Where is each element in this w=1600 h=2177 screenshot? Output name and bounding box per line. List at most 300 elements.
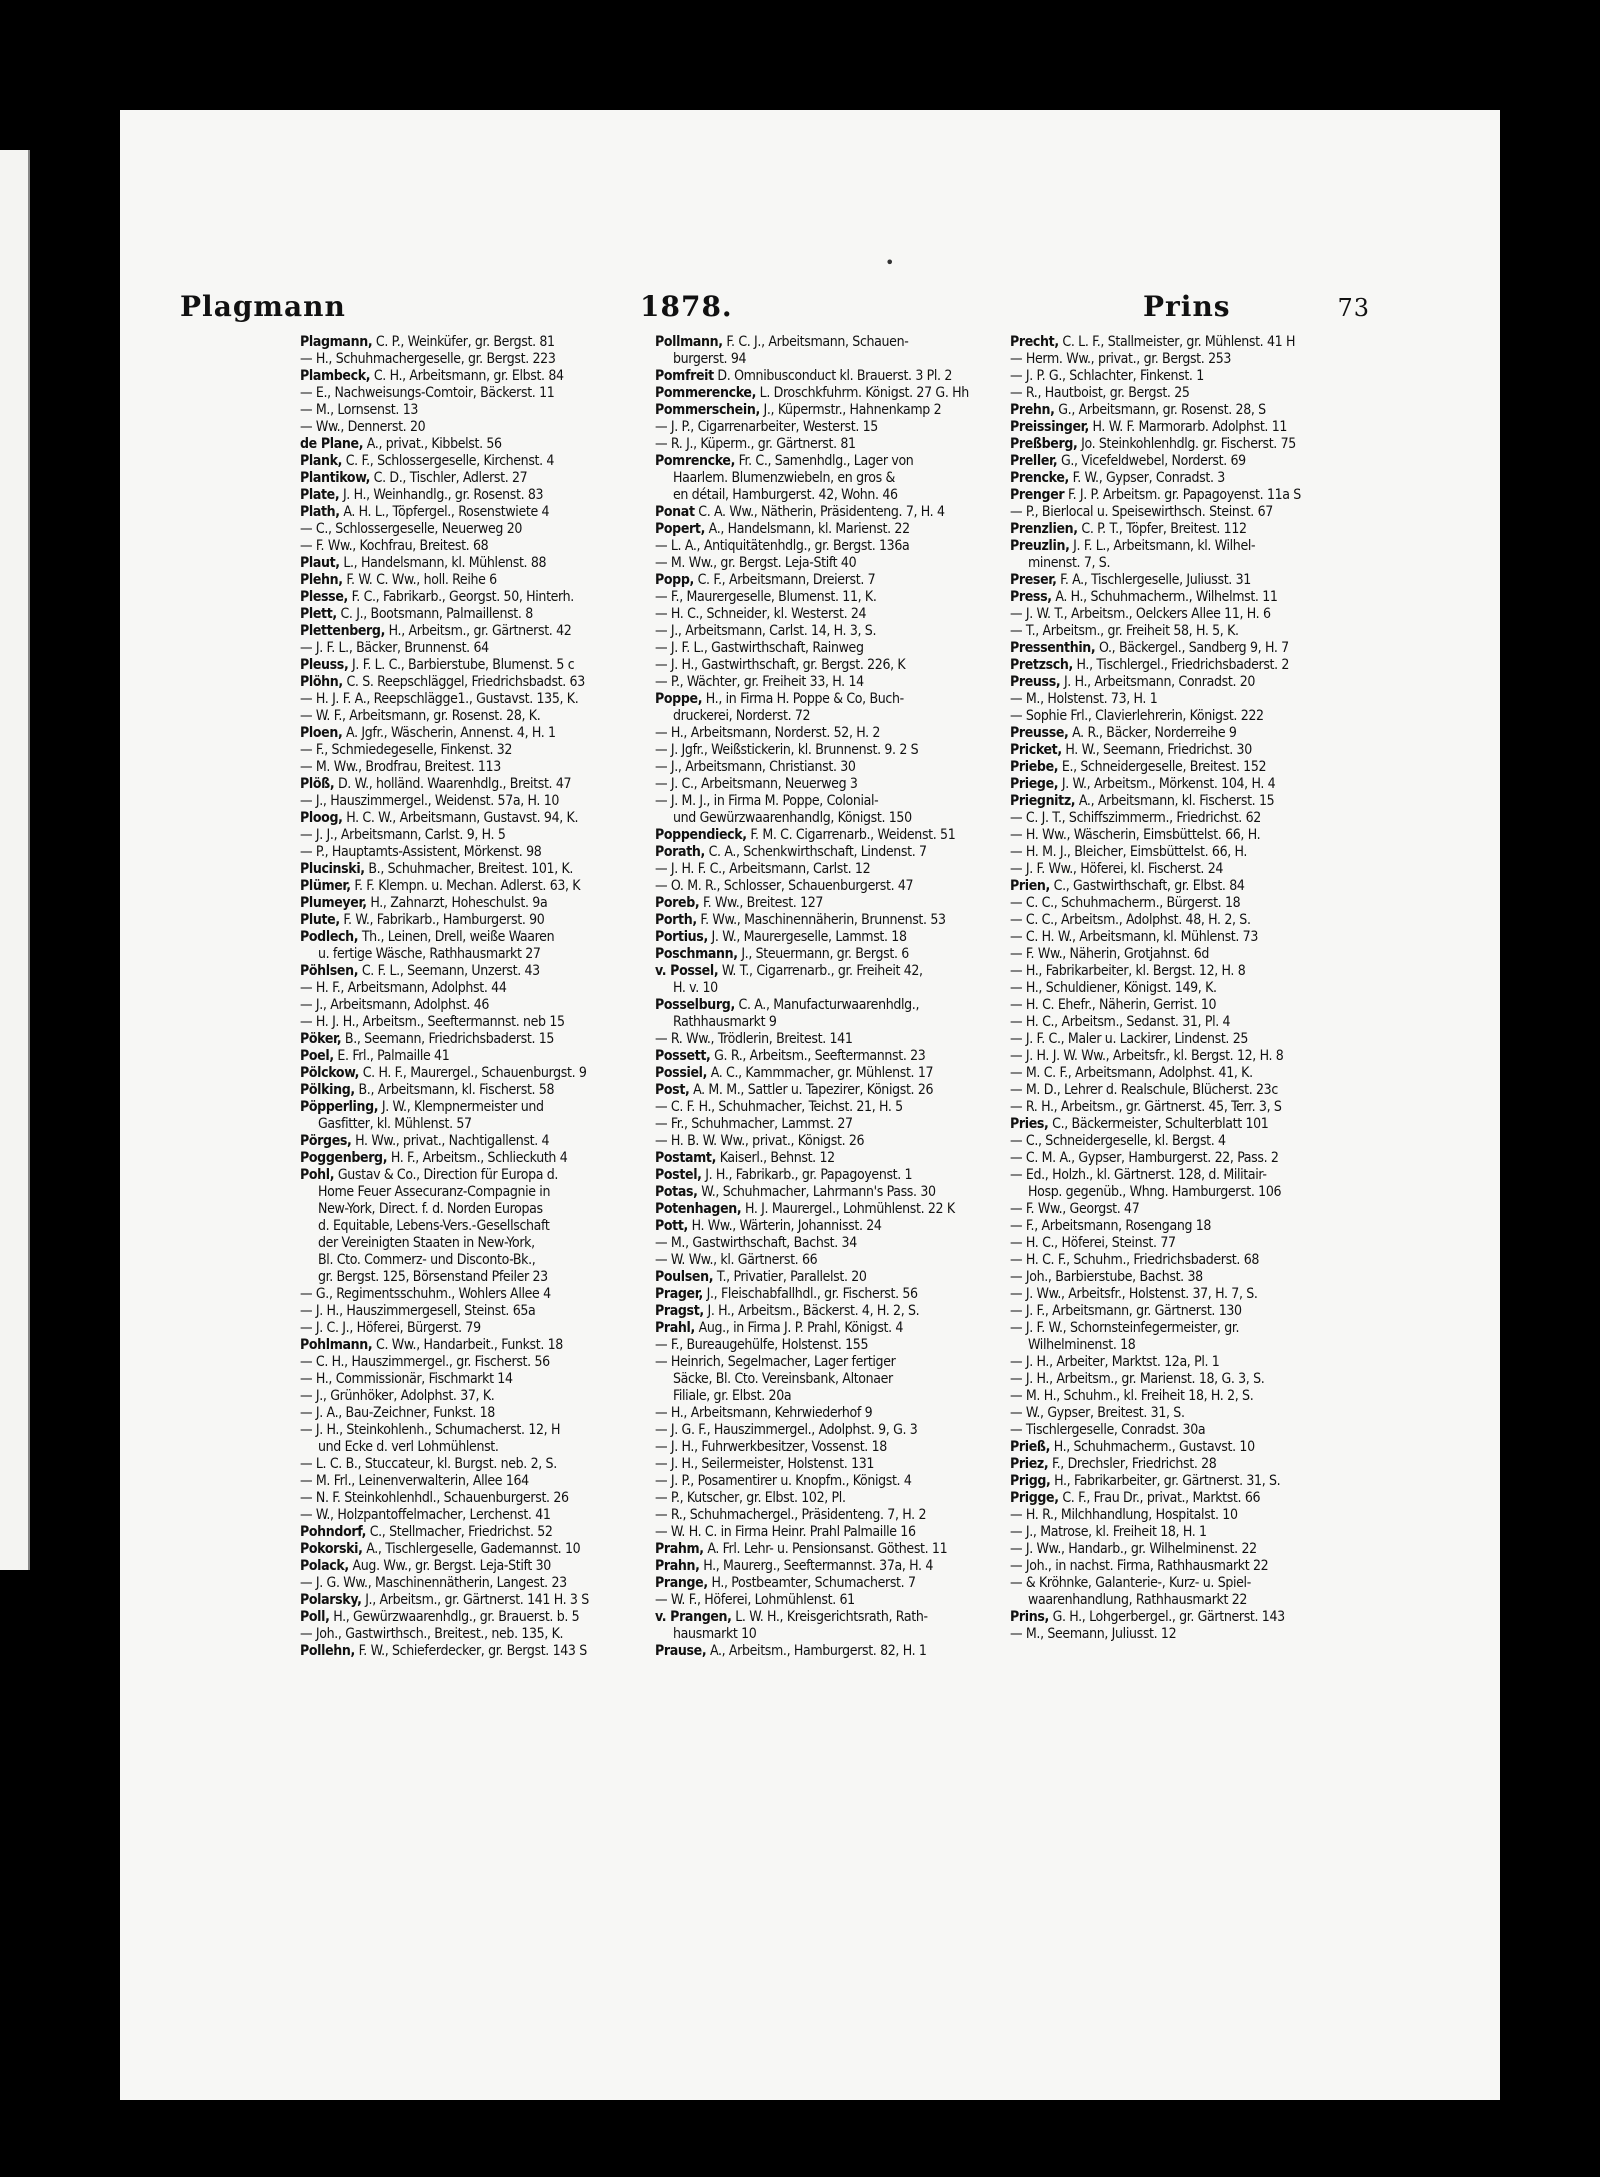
entry-surname: Poel, <box>300 1048 334 1064</box>
entry-details: — C., Schlossergeselle, Neuerweg 20 <box>300 521 523 537</box>
directory-entry <box>655 1235 1010 1252</box>
directory-entry <box>655 691 1010 708</box>
directory-entry <box>1010 1269 1365 1286</box>
page-number: 73 <box>1337 294 1370 322</box>
entry-details: A. Jgfr., Wäscherin, Annenst. 4, H. 1 <box>342 725 556 741</box>
entry-surname: Preser, <box>1010 572 1057 588</box>
entry-details: — R. Ww., Trödlerin, Breitest. 141 <box>655 1031 853 1047</box>
entry-details: — J. F. C., Maler u. Lackirer, Lindenst. 25 <box>1010 1031 1249 1047</box>
directory-entry <box>1010 1320 1365 1337</box>
directory-entry <box>1010 1541 1365 1558</box>
entry-details: — H., Fabrikarbeiter, kl. Bergst. 12, H. 8 <box>1010 963 1246 979</box>
entry-surname: Plett, <box>300 606 337 622</box>
entry-surname: Prahm, <box>655 1541 704 1557</box>
entry-details: — P., Kutscher, gr. Elbst. 102, Pl. <box>655 1490 846 1506</box>
entry-surname: Plucinski, <box>300 861 365 877</box>
directory-entry <box>1010 351 1365 368</box>
entry-surname: Popert, <box>655 521 706 537</box>
directory-entry <box>1010 1626 1365 1643</box>
entry-details: — M., Holstenst. 73, H. 1 <box>1010 691 1158 707</box>
directory-entry <box>655 1133 1010 1150</box>
directory-entry <box>300 1116 655 1133</box>
entry-details: — J. P., Posamentirer u. Knopfm., Königst. 4 <box>655 1473 912 1489</box>
entry-details: Säcke, Bl. Cto. Vereinsbank, Altonaer <box>673 1371 893 1387</box>
entry-details: Fr. C., Samenhdlg., Lager von <box>735 453 914 469</box>
entry-details: H. C. W., Arbeitsmann, Gustavst. 94, K. <box>342 810 579 826</box>
directory-entry <box>1010 1150 1365 1167</box>
entry-details: Rathhausmarkt 9 <box>673 1014 777 1030</box>
entry-details: — G., Regimentsschuhm., Wohlers Allee 4 <box>300 1286 551 1302</box>
printing-speck: • <box>885 253 895 272</box>
directory-entry <box>655 453 1010 470</box>
entry-details: — F. Ww., Kochfrau, Breitest. 68 <box>300 538 489 554</box>
entry-details: — C. F. H., Schuhmacher, Teichst. 21, H. 5 <box>655 1099 903 1115</box>
directory-entry <box>655 657 1010 674</box>
entry-details: C. A., Schenkwirthschaft, Lindenst. 7 <box>704 844 927 860</box>
directory-entry <box>655 1065 1010 1082</box>
entry-surname: Ponat <box>655 504 695 520</box>
entry-surname: Priez, <box>1010 1456 1049 1472</box>
directory-entry <box>300 334 655 351</box>
entry-details: — H. R., Milchhandlung, Hospitalst. 10 <box>1010 1507 1238 1523</box>
entry-details: — J. H., Steinkohlenh., Schumacherst. 12, H <box>300 1422 561 1438</box>
entry-details: Bl. Cto. Commerz- und Disconto-Bk., <box>318 1252 536 1268</box>
entry-details: d. Equitable, Lebens-Vers.-Gesellschaft <box>318 1218 550 1234</box>
entry-details: — F., Maurergeselle, Blumenst. 11, K. <box>655 589 877 605</box>
directory-entry <box>655 1014 1010 1031</box>
entry-details: — M., Gastwirthschaft, Bachst. 34 <box>655 1235 857 1251</box>
directory-entry <box>1010 572 1365 589</box>
entry-details: — P., Bierlocal u. Speisewirthsch. Steinst. 67 <box>1010 504 1273 520</box>
entry-surname: Poppendieck, <box>655 827 747 843</box>
entry-details: F. F. Klempn. u. Mechan. Adlerst. 63, K <box>350 878 581 894</box>
entry-details: A. R., Bäcker, Norderreihe 9 <box>1068 725 1237 741</box>
entry-details: — J. H., Arbeitsm., gr. Marienst. 18, G. 3, S. <box>1010 1371 1265 1387</box>
directory-entry <box>1010 725 1365 742</box>
entry-surname: Polack, <box>300 1558 349 1574</box>
entry-details: — J. H., Arbeiter, Marktst. 12a, Pl. 1 <box>1010 1354 1220 1370</box>
directory-entry <box>300 1252 655 1269</box>
entry-surname: Pleuss, <box>300 657 349 673</box>
directory-entry <box>655 1252 1010 1269</box>
entry-details: H., Gewürzwaarenhdlg., gr. Brauerst. b. 5 <box>329 1609 580 1625</box>
entry-details: C. F. L., Seemann, Unzerst. 43 <box>358 963 540 979</box>
entry-details: A. C., Kammmacher, gr. Mühlenst. 17 <box>707 1065 934 1081</box>
directory-entry <box>300 1422 655 1439</box>
directory-entry <box>300 929 655 946</box>
directory-entry <box>1010 1116 1365 1133</box>
directory-entry <box>655 1031 1010 1048</box>
entry-details: — H., Schuhmachergeselle, gr. Bergst. 223 <box>300 351 556 367</box>
directory-entry <box>300 997 655 1014</box>
entry-details: A. H., Schuhmacherm., Wilhelmst. 11 <box>1051 589 1278 605</box>
directory-entry <box>1010 589 1365 606</box>
entry-details: F. M. C. Cigarrenarb., Weidenst. 51 <box>746 827 956 843</box>
directory-entry <box>655 1439 1010 1456</box>
directory-entry <box>300 1235 655 1252</box>
entry-details: — Fr., Schuhmacher, Lammst. 27 <box>655 1116 853 1132</box>
directory-entry <box>300 436 655 453</box>
entry-details: — J., Grünhöker, Adolphst. 37, K. <box>300 1388 495 1404</box>
entry-details: J., Küpermstr., Hahnenkamp 2 <box>759 402 942 418</box>
directory-entry <box>300 1082 655 1099</box>
entry-surname: Prien, <box>1010 878 1050 894</box>
directory-entry <box>300 1201 655 1218</box>
entry-surname: Pörges, <box>300 1133 352 1149</box>
entry-surname: Pollmann, <box>655 334 723 350</box>
directory-entry <box>655 1626 1010 1643</box>
directory-entry <box>1010 657 1365 674</box>
entry-details: — Tischlergeselle, Conradst. 30a <box>1010 1422 1206 1438</box>
entry-details: — C. C., Arbeitsm., Adolphst. 48, H. 2, S. <box>1010 912 1251 928</box>
entry-details: A., Handelsmann, kl. Marienst. 22 <box>705 521 910 537</box>
entry-details: u. fertige Wäsche, Rathhausmarkt 27 <box>318 946 541 962</box>
entry-details: Haarlem. Blumenzwiebeln, en gros & <box>673 470 895 486</box>
directory-entry <box>1010 810 1365 827</box>
directory-entry <box>300 759 655 776</box>
entry-details: Wilhelminenst. 18 <box>1028 1337 1136 1353</box>
entry-details: Jo. Steinkohlenhdlg. gr. Fischerst. 75 <box>1077 436 1296 452</box>
entry-details: — R., Hautboist, gr. Bergst. 25 <box>1010 385 1190 401</box>
directory-entry <box>300 1286 655 1303</box>
directory-entry <box>1010 1507 1365 1524</box>
directory-entry <box>300 691 655 708</box>
directory-entry <box>655 385 1010 402</box>
directory-entry <box>655 487 1010 504</box>
entry-details: C. A. Ww., Nätherin, Präsidenteng. 7, H. 4 <box>694 504 945 520</box>
directory-entry <box>655 759 1010 776</box>
directory-entry <box>655 1116 1010 1133</box>
entry-details: — H. J. F. A., Reepschlägge1., Gustavst. 135, K. <box>300 691 579 707</box>
directory-entry <box>1010 759 1365 776</box>
directory-entry <box>655 963 1010 980</box>
directory-entry <box>655 793 1010 810</box>
directory-entry <box>1010 334 1365 351</box>
entry-details: H. J. Maurergel., Lohmühlenst. 22 K <box>741 1201 955 1217</box>
entry-details: C. F., Frau Dr., privat., Marktst. 66 <box>1058 1490 1261 1506</box>
directory-entry <box>300 453 655 470</box>
running-header <box>180 290 1370 330</box>
directory-entry <box>1010 521 1365 538</box>
directory-entry <box>655 674 1010 691</box>
entry-surname: Postel, <box>655 1167 702 1183</box>
directory-entry <box>1010 1303 1365 1320</box>
directory-entry <box>300 572 655 589</box>
entry-details: und Gewürzwaarenhandlg, Königst. 150 <box>673 810 912 826</box>
directory-entry <box>655 1524 1010 1541</box>
directory-entry <box>655 1507 1010 1524</box>
directory-entry <box>655 640 1010 657</box>
entry-surname: Poschmann, <box>655 946 738 962</box>
entry-details: und Ecke d. verl Lohmühlenst. <box>318 1439 499 1455</box>
directory-entry <box>300 1150 655 1167</box>
entry-details: — P., Wächter, gr. Freiheit 33, H. 14 <box>655 674 864 690</box>
entry-details: — J. M. J., in Firma M. Poppe, Colonial- <box>655 793 879 809</box>
entry-surname: Pomrencke, <box>655 453 736 469</box>
entry-surname: Prehn, <box>1010 402 1055 418</box>
directory-entry <box>655 436 1010 453</box>
entry-details: — W. Ww., kl. Gärtnerst. 66 <box>655 1252 818 1268</box>
directory-entry <box>655 708 1010 725</box>
directory-entry <box>655 538 1010 555</box>
directory-entry <box>300 385 655 402</box>
directory-entry <box>300 878 655 895</box>
directory-entry <box>1010 487 1365 504</box>
entry-details: F. C., Fabrikarb., Georgst. 50, Hinterh. <box>347 589 574 605</box>
directory-entry <box>1010 1099 1365 1116</box>
entry-details: — M. D., Lehrer d. Realschule, Blücherst. 23c <box>1010 1082 1278 1098</box>
directory-entry <box>655 419 1010 436</box>
entry-details: H., Postbeamter, Schumacherst. 7 <box>707 1575 916 1591</box>
entry-details: hausmarkt 10 <box>673 1626 757 1642</box>
directory-entry <box>1010 436 1365 453</box>
entry-surname: Pressenthin, <box>1010 640 1096 656</box>
directory-entry <box>1010 1286 1365 1303</box>
entry-details: B., Arbeitsmann, kl. Fischerst. 58 <box>354 1082 555 1098</box>
directory-entry <box>300 1626 655 1643</box>
entry-details: O., Bäckergel., Sandberg 9, H. 7 <box>1095 640 1289 656</box>
entry-surname: Polarsky, <box>300 1592 362 1608</box>
directory-entry <box>300 844 655 861</box>
directory-entry <box>1010 1065 1365 1082</box>
entry-details: — C. H., Hauszimmergel., gr. Fischerst. 56 <box>300 1354 550 1370</box>
directory-entry <box>655 1456 1010 1473</box>
directory-entry <box>1010 402 1365 419</box>
directory-entry <box>1010 776 1365 793</box>
entry-details: C. H. F., Maurergel., Schauenburgst. 9 <box>359 1065 587 1081</box>
entry-details: H. v. 10 <box>673 980 718 996</box>
entry-surname: Poggenberg, <box>300 1150 388 1166</box>
entry-details: J., Arbeitsm., gr. Gärtnerst. 141 H. 3 S <box>361 1592 589 1608</box>
directory-entry <box>655 725 1010 742</box>
entry-surname: Prenzlien, <box>1010 521 1078 537</box>
entry-surname: Plöhn, <box>300 674 343 690</box>
directory-entry <box>1010 742 1365 759</box>
entry-surname: Pott, <box>655 1218 688 1234</box>
entry-details: — M. H., Schuhm., kl. Freiheit 18, H. 2, S. <box>1010 1388 1254 1404</box>
directory-entry <box>1010 1439 1365 1456</box>
entry-details: L. Droschkfuhrm. Königst. 27 G. Hh <box>756 385 969 401</box>
directory-entry <box>300 623 655 640</box>
directory-entry <box>1010 1524 1365 1541</box>
entry-details: G., Arbeitsmann, gr. Rosenst. 28, S <box>1054 402 1266 418</box>
directory-entry <box>300 912 655 929</box>
entry-details: H., Schuhmacherm., Gustavst. 10 <box>1050 1439 1255 1455</box>
directory-entry <box>1010 980 1365 997</box>
entry-details: — J. F. W., Schornsteinfegermeister, gr. <box>1010 1320 1240 1336</box>
directory-entry <box>300 538 655 555</box>
entry-surname: Pöhlsen, <box>300 963 359 979</box>
directory-entry <box>300 521 655 538</box>
entry-surname: Prigg, <box>1010 1473 1051 1489</box>
entry-surname: Pricket, <box>1010 742 1062 758</box>
directory-entry <box>300 1337 655 1354</box>
entry-details: B., Schuhmacher, Breitest. 101, K. <box>364 861 574 877</box>
directory-entry <box>300 1456 655 1473</box>
entry-details: — J. C., Arbeitsmann, Neuerweg 3 <box>655 776 858 792</box>
directory-entry <box>655 334 1010 351</box>
entry-surname: Pomfreit <box>655 368 714 384</box>
entry-surname: Prahn, <box>655 1558 700 1574</box>
entry-surname: Pöker, <box>300 1031 342 1047</box>
directory-entry <box>300 487 655 504</box>
directory-entry <box>1010 623 1365 640</box>
directory-entry <box>655 1269 1010 1286</box>
entry-details: F. A., Tischlergeselle, Juliusst. 31 <box>1056 572 1251 588</box>
entry-surname: Pohlmann, <box>300 1337 373 1353</box>
adjacent-page-edge <box>0 150 30 1570</box>
directory-entry <box>1010 1575 1365 1592</box>
directory-entry <box>1010 1014 1365 1031</box>
entry-surname: Precht, <box>1010 334 1059 350</box>
directory-entry <box>1010 861 1365 878</box>
directory-entry <box>1010 1609 1365 1626</box>
entry-surname: Potas, <box>655 1184 698 1200</box>
directory-entry <box>655 1167 1010 1184</box>
entry-details: — Joh., Barbierstube, Bachst. 38 <box>1010 1269 1203 1285</box>
entry-details: C. P., Weinküfer, gr. Bergst. 81 <box>372 334 555 350</box>
directory-entry <box>655 589 1010 606</box>
column-3 <box>1010 334 1365 1643</box>
directory-entry <box>655 1609 1010 1626</box>
entry-surname: Porth, <box>655 912 697 928</box>
directory-entry <box>655 895 1010 912</box>
directory-entry <box>1010 1405 1365 1422</box>
entry-surname: Plath, <box>300 504 340 520</box>
entry-details: F. W. C. Ww., holl. Reihe 6 <box>342 572 497 588</box>
entry-surname: Postamt, <box>655 1150 717 1166</box>
entry-surname: Plumeyer, <box>300 895 367 911</box>
entry-details: J. H., Arbeitsm., Bäckerst. 4, H. 2, S. <box>703 1303 920 1319</box>
directory-entry <box>655 1048 1010 1065</box>
entry-surname: Pohl, <box>300 1167 335 1183</box>
entry-details: — C. M. A., Gypser, Hamburgerst. 22, Pass. 2 <box>1010 1150 1279 1166</box>
entry-surname: Potenhagen, <box>655 1201 742 1217</box>
entry-details: F. C. J., Arbeitsmann, Schauen- <box>722 334 909 350</box>
entry-details: — C. H. W., Arbeitsmann, kl. Mühlenst. 73 <box>1010 929 1258 945</box>
directory-entry <box>300 1388 655 1405</box>
entry-details: — P., Hauptamts-Assistent, Mörkenst. 98 <box>300 844 542 860</box>
directory-entry <box>300 708 655 725</box>
directory-entry <box>300 1439 655 1456</box>
entry-details: — E., Nachweisungs-Comtoir, Bäckerst. 11 <box>300 385 555 401</box>
directory-entry <box>1010 691 1365 708</box>
directory-entry <box>655 827 1010 844</box>
directory-entry <box>300 1592 655 1609</box>
entry-surname: Prins, <box>1010 1609 1049 1625</box>
directory-entry <box>1010 1371 1365 1388</box>
entry-details: C. D., Tischler, Adlerst. 27 <box>370 470 528 486</box>
directory-entry <box>655 776 1010 793</box>
directory-entry <box>655 572 1010 589</box>
entry-details: — J. A., Bau-Zeichner, Funkst. 18 <box>300 1405 495 1421</box>
entry-details: C. P. T., Töpfer, Breitest. 112 <box>1077 521 1247 537</box>
directory-entry <box>655 1592 1010 1609</box>
entry-details: — H., Arbeitsmann, Kehrwiederhof 9 <box>655 1405 873 1421</box>
directory-entry <box>1010 1388 1365 1405</box>
entry-details: G. R., Arbeitsm., Seeftermannst. 23 <box>710 1048 926 1064</box>
entry-surname: Poppe, <box>655 691 703 707</box>
directory-entry <box>655 1405 1010 1422</box>
entry-details: D. W., holländ. Waarenhdlg., Breitst. 47 <box>334 776 572 792</box>
entry-surname: Priebe, <box>1010 759 1059 775</box>
entry-surname: Popp, <box>655 572 694 588</box>
directory-entry <box>1010 1252 1365 1269</box>
entry-details: der Vereinigten Staaten in New-York, <box>318 1235 535 1251</box>
entry-surname: Plute, <box>300 912 340 928</box>
entry-details: — J., Matrose, kl. Freiheit 18, H. 1 <box>1010 1524 1207 1540</box>
directory-entry <box>655 1643 1010 1660</box>
entry-details: — H., Commissionär, Fischmarkt 14 <box>300 1371 513 1387</box>
directory-entry <box>300 1609 655 1626</box>
directory-entry <box>1010 419 1365 436</box>
entry-surname: Prager, <box>655 1286 703 1302</box>
directory-entry <box>1010 827 1365 844</box>
entry-details: — M., Seemann, Juliusst. 12 <box>1010 1626 1177 1642</box>
entry-details: — J. Jgfr., Weißstickerin, kl. Brunnenst. 9. 2 S <box>655 742 919 758</box>
directory-entry <box>1010 674 1365 691</box>
entry-details: C. L. F., Stallmeister, gr. Mühlenst. 41 H <box>1058 334 1296 350</box>
directory-entry <box>300 606 655 623</box>
entry-details: H., Fabrikarbeiter, gr. Gärtnerst. 31, S. <box>1050 1473 1281 1489</box>
directory-entry <box>1010 912 1365 929</box>
entry-details: — J. F. Ww., Höferei, kl. Fischerst. 24 <box>1010 861 1224 877</box>
entry-details: burgerst. 94 <box>673 351 747 367</box>
entry-details: G. H., Lohgerbergel., gr. Gärtnerst. 143 <box>1048 1609 1285 1625</box>
entry-details: J. W., Arbeitsm., Mörkenst. 104, H. 4 <box>1058 776 1276 792</box>
directory-entry <box>300 810 655 827</box>
directory-entry <box>655 1303 1010 1320</box>
entry-details: J. H., Weinhandlg., gr. Rosenst. 83 <box>339 487 544 503</box>
directory-entry <box>1010 929 1365 946</box>
entry-details: — H. M. J., Bleicher, Eimsbüttelst. 66, H. <box>1010 844 1248 860</box>
directory-entry <box>655 1099 1010 1116</box>
entry-details: — Ww., Dennerst. 20 <box>300 419 426 435</box>
directory-entry <box>300 470 655 487</box>
entry-surname: Plagmann, <box>300 334 373 350</box>
entry-details: — F., Bureaugehülfe, Holstenst. 155 <box>655 1337 869 1353</box>
entry-details: — & Kröhnke, Galanterie-, Kurz- u. Spiel- <box>1010 1575 1251 1591</box>
entry-details: C. S. Reepschläggel, Friedrichsbadst. 63 <box>342 674 585 690</box>
entry-surname: Post, <box>655 1082 690 1098</box>
directory-entry <box>655 912 1010 929</box>
entry-surname: Podlech, <box>300 929 359 945</box>
directory-entry <box>1010 844 1365 861</box>
entry-details: — J. H. F. C., Arbeitsmann, Carlst. 12 <box>655 861 871 877</box>
entry-surname: Prigge, <box>1010 1490 1059 1506</box>
entry-details: F. W., Schieferdecker, gr. Bergst. 143 S <box>354 1643 587 1659</box>
entry-surname: Ploog, <box>300 810 343 826</box>
entry-details: F. Ww., Breitest. 127 <box>699 895 824 911</box>
entry-details: — R., Schuhmachergel., Präsidenteng. 7, H. 2 <box>655 1507 927 1523</box>
entry-details: Aug. Ww., gr. Bergst. Leja-Stift 30 <box>348 1558 551 1574</box>
directory-entry <box>300 368 655 385</box>
directory-entry <box>655 504 1010 521</box>
directory-entry <box>1010 504 1365 521</box>
directory-entry <box>655 1218 1010 1235</box>
directory-entry <box>655 1201 1010 1218</box>
entry-details: — L. C. B., Stuccateur, kl. Burgst. neb. 2, S. <box>300 1456 557 1472</box>
directory-entry <box>1010 895 1365 912</box>
entry-details: — Herm. Ww., privat., gr. Bergst. 253 <box>1010 351 1232 367</box>
entry-details: — J. P. G., Schlachter, Finkenst. 1 <box>1010 368 1204 384</box>
entry-details: — H. J. H., Arbeitsm., Seeftermannst. neb 15 <box>300 1014 565 1030</box>
entry-surname: Plaut, <box>300 555 340 571</box>
directory-entry <box>300 1065 655 1082</box>
entry-surname: v. Prangen, <box>655 1609 732 1625</box>
entry-surname: Possett, <box>655 1048 711 1064</box>
column-1 <box>300 334 655 1660</box>
